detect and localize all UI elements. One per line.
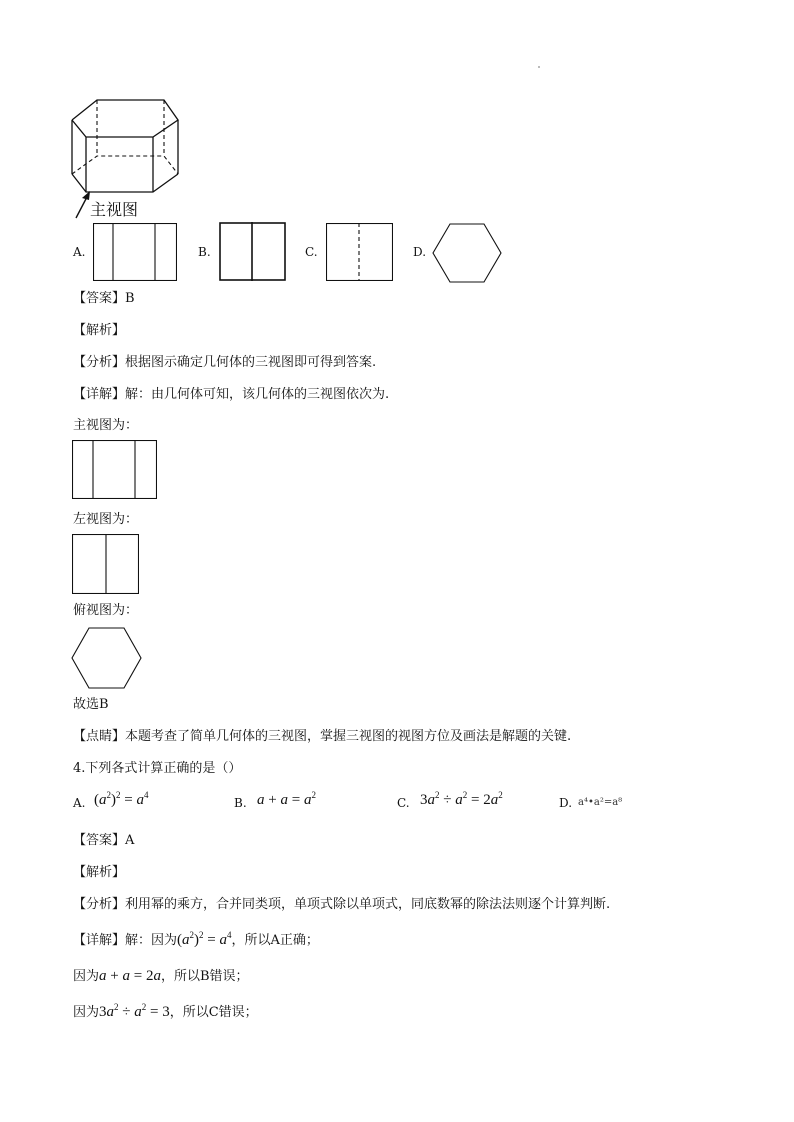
left-view-figure xyxy=(72,534,139,594)
q4-option-c-formula: $3a^2 \div a^2 = 2a^2$ xyxy=(420,790,503,808)
option-a-figure xyxy=(93,223,177,281)
q4-detail-2-suffix: ，所以B错误； xyxy=(160,969,249,984)
option-b-label: B. xyxy=(198,245,211,259)
q4-detail-1-prefix: 【详解】解：因为 xyxy=(73,933,178,948)
q3-choice: 故选B xyxy=(73,697,109,712)
q4-detail-3-prefix: 因为 xyxy=(73,1005,100,1020)
option-a-label: A. xyxy=(73,245,86,259)
q4-question: 4.下列各式计算正确的是（） xyxy=(73,761,242,776)
q4-detail-1-suffix: ，所以A正确； xyxy=(231,933,319,948)
q4-detail-line-2 xyxy=(73,968,249,985)
option-d-figure xyxy=(432,223,502,283)
q3-dianjing: 【点睛】本题考查了简单几何体的三视图，掌握三视图的视图方位及画法是解题的关键. xyxy=(73,729,572,744)
figure-caption: 主视图 xyxy=(90,200,139,219)
q4-fenxi: 【分析】利用幂的乘方，合并同类项，单项式除以单项式，同底数幂的除法法则逐个计算判断. xyxy=(73,897,611,912)
q4-detail-3-suffix: ，所以C错误； xyxy=(169,1005,258,1020)
q4-answer: 【答案】A xyxy=(73,833,135,848)
q4-option-d-label: D. xyxy=(559,796,573,810)
q4-detail-line-1 xyxy=(73,932,319,949)
q4-analysis: 【解析】 xyxy=(73,865,126,880)
option-d-label: D. xyxy=(413,245,427,259)
q4-option-b-formula: $a + a = a^2$ xyxy=(257,790,316,808)
q4-detail-line-3 xyxy=(73,1004,258,1021)
scan-dot xyxy=(538,66,540,68)
q4-option-a-label: A. xyxy=(73,796,86,810)
q3-answer: 【答案】B xyxy=(73,291,135,306)
q3-xiangjie: 【详解】解：由几何体可知，该几何体的三视图依次为. xyxy=(73,387,390,402)
q3-analysis: 【解析】 xyxy=(73,323,126,338)
q4-detail-1-formula: $(a^2)^2 = a^4$ xyxy=(177,930,232,948)
q4-option-b-label: B. xyxy=(234,796,247,810)
q4-option-c-label: C. xyxy=(397,796,410,810)
q4-detail-2-prefix: 因为 xyxy=(73,969,100,984)
top-view-figure xyxy=(71,627,143,689)
q3-main-view-label: 主视图为： xyxy=(73,418,139,433)
main-view-figure xyxy=(72,440,157,499)
q3-left-view-label: 左视图为： xyxy=(73,512,139,527)
option-c-figure xyxy=(326,223,393,281)
q3-fenxi: 【分析】根据图示确定几何体的三视图即可得到答案. xyxy=(73,355,377,370)
q4-detail-3-formula: $3a^2 \div a^2 = 3$ xyxy=(99,1002,170,1020)
q4-option-a-formula: $(a^2)^2 = a^4$ xyxy=(94,790,149,808)
q4-detail-2-formula: a + a = 2a xyxy=(99,968,161,984)
q3-top-view-label: 俯视图为： xyxy=(73,603,139,618)
q4-option-d-formula: a⁴•a²=a⁸ xyxy=(578,797,623,808)
option-c-label: C. xyxy=(305,245,318,259)
option-b-figure xyxy=(219,222,286,281)
